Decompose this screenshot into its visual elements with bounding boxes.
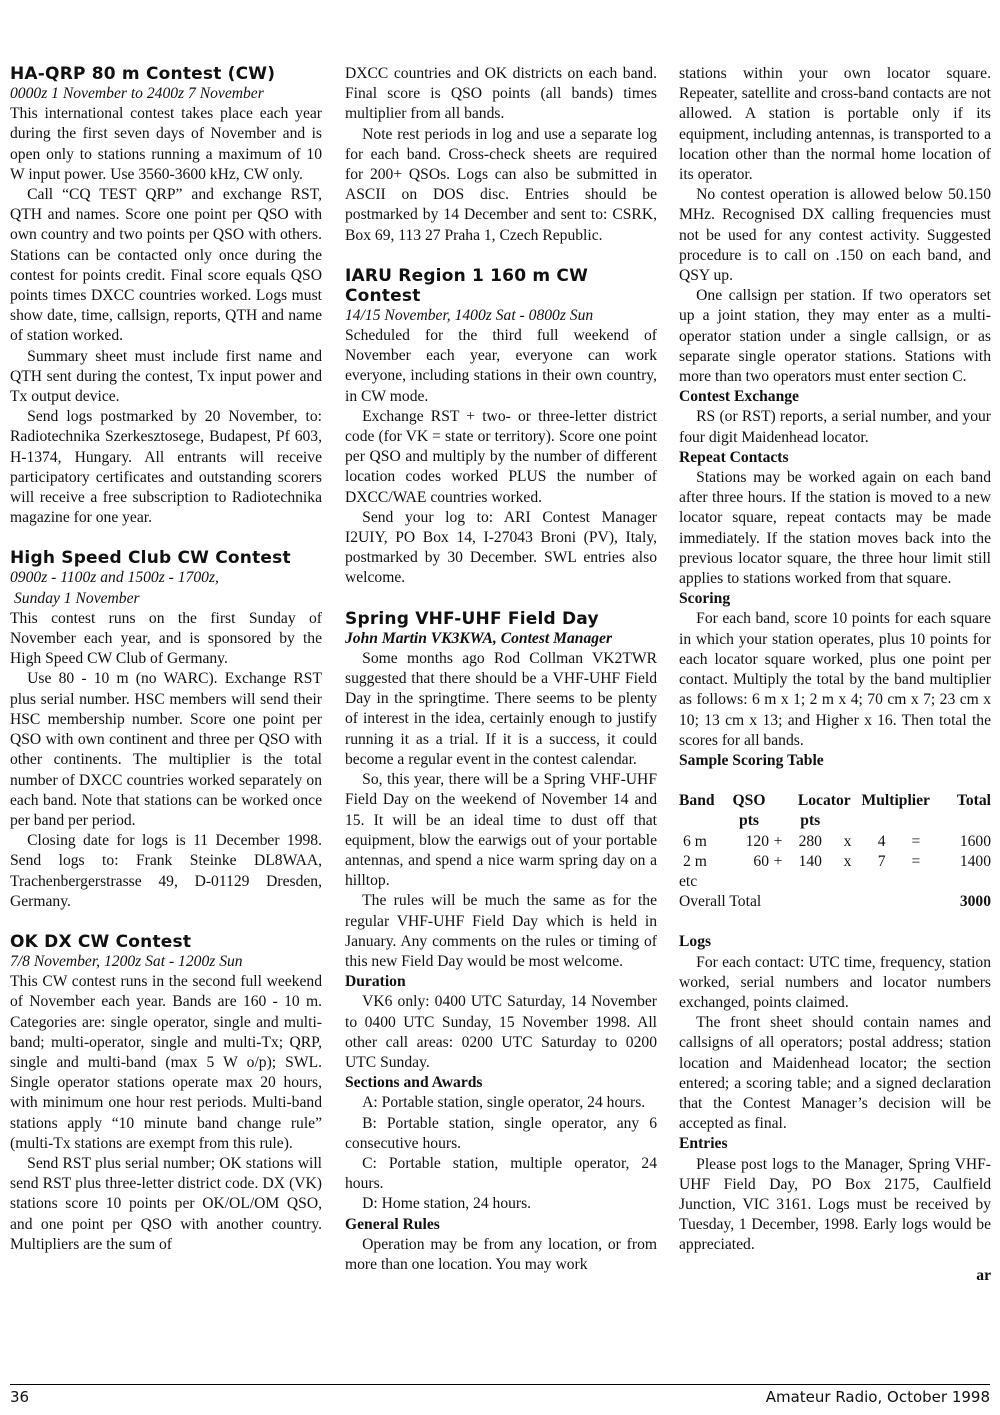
table-row <box>679 852 991 872</box>
table-header-row <box>679 811 991 831</box>
paragraph: Stations may be worked again on each band after three hours. If the station is moved to a new locator square, repeat contacts may be made immediately. If the station moves back into the previous locator square, the three hour limit still applies to stations worked from that square. <box>679 469 991 588</box>
paragraph: Exchange RST + two- or three-letter district code (for VK = state or territory). Score one point per QSO and multiply by the number of different location codes worked PLUS the number of DXCC/WAE countries worked. <box>345 407 657 506</box>
section-title-high-speed-club: High Speed Club CW Contest <box>10 548 291 569</box>
paragraph: Please post logs to the Manager, Spring VHF-UHF Field Day, PO Box 2175, Caulfield Junction, VIC 3161. Logs must be received by Tuesday, 1 December, 1998. Early logs would be appreciated. <box>679 1155 991 1254</box>
subheading-logs: Logs <box>679 933 712 951</box>
cell-locator: 280 <box>798 832 822 850</box>
paragraph: This contest runs on the first Sunday of November each year, and is sponsored by the High Speed CW Club of Germany. <box>10 609 322 668</box>
signoff: ar <box>976 1266 991 1284</box>
section-item: B: Portable station, single operator, any 6 consecutive hours. <box>345 1114 657 1152</box>
subheading-duration: Duration <box>345 973 406 991</box>
paragraph: This international contest takes place each year during the first seven days of November and is open only to stations running a maximum of 10 W input power. Use 3560-3600 kHz, CW only. <box>10 105 322 183</box>
cell-plus: + <box>773 852 783 870</box>
paragraph: stations within your own locator square. Repeater, satellite and cross-band contacts are not allowed. A station is portable only if its equipment, including antennas, is transported to a location other than the normal home location of its operator. <box>679 65 991 184</box>
paragraph: The front sheet should contain names and callsigns of all operators; postal address; station location and Maidenhead locator; the section entered; a scoring table; and a signed declaration that the Contest Manager’s decision will be accepted as final. <box>679 1014 991 1133</box>
paragraph: Send RST plus serial number; OK stations will send RST plus three-letter district code. DX (VK) stations score 10 points per OK/OL/OM QSO, and one point per QSO with another country. Multipliers are the sum of <box>10 1154 322 1253</box>
cell-band: 2 m <box>683 852 707 870</box>
cell-etc: etc <box>679 872 698 890</box>
paragraph: VK6 only: 0400 UTC Saturday, 14 November to 0400 UTC Sunday, 15 November 1998. All other call areas: 0200 UTC Saturday to 0200 UTC Sunday. <box>345 993 657 1071</box>
header-qso: QSO <box>732 792 766 810</box>
paragraph: For each contact: UTC time, frequency, station worked, serial numbers and locator numbers exchanged, points claimed. <box>679 953 991 1011</box>
table-row <box>679 872 991 892</box>
header-multiplier: Multiplier <box>861 792 930 810</box>
section-title-spring-field-day: Spring VHF-UHF Field Day <box>345 608 599 629</box>
table-caption: Sample Scoring Table <box>679 751 824 769</box>
table-row-total <box>679 892 991 912</box>
section-date: 7/8 November, 1200z Sat - 1200z Sun <box>10 952 243 970</box>
cell-total: 1600 <box>959 832 991 850</box>
paragraph: So, this year, there will be a Spring VHF-UHF Field Day on the weekend of November 14 and 15. It will be an ideal time to dust off that equipment, blow the earwigs out of your portable antennas, and spend a nice warm spring day on a hilltop. <box>345 771 657 890</box>
paragraph: Call “CQ TEST QRP” and exchange RST, QTH and names. Score one point per QSO with own country and two points per QSO with others. Stations can be contacted only once during the contest for points credit. Final score equals QSO points times DXCC countries worked. Logs must show date, time, callsign, reports, QTH and name of station worked. <box>10 186 322 345</box>
header-qso-pts: pts <box>739 812 759 830</box>
subheading-repeat-contacts: Repeat Contacts <box>679 448 789 466</box>
subheading-scoring: Scoring <box>679 590 731 608</box>
column-3 <box>679 64 991 1286</box>
section-title-ok-dx: OK DX CW Contest <box>10 931 192 952</box>
table-header-row <box>679 791 991 811</box>
cell-multiplier: 7 <box>877 852 886 870</box>
table-row <box>679 832 991 852</box>
cell-multiplier: 4 <box>877 832 886 850</box>
sample-scoring-table <box>679 791 991 912</box>
header-locator-pts: pts <box>800 812 821 830</box>
column-1 <box>10 64 322 1255</box>
cell-times: x <box>843 832 852 850</box>
publication-footer: Amateur Radio, October 1998 <box>765 1388 990 1406</box>
paragraph: RS (or RST) reports, a serial number, and your four digit Maidenhead locator. <box>679 408 991 446</box>
paragraph: No contest operation is allowed below 50.150 MHz. Recognised DX calling frequencies must not be used for any contest activity. Suggested procedure is to call on .150 on each band, and QSY up. <box>679 186 991 285</box>
paragraph: Closing date for logs is 11 December 1998. Send logs to: Frank Steinke DL8WAA, Trachenbergerstrasse 49, D-01129 Dresden, Germany. <box>10 832 322 910</box>
section-item: A: Portable station, single operator, 24 hours. <box>362 1094 646 1112</box>
byline: John Martin VK3KWA, Contest Manager <box>345 629 613 647</box>
column-2 <box>345 64 657 1275</box>
subheading-sections: Sections and Awards <box>345 1074 483 1092</box>
cell-qso: 120 <box>745 832 769 850</box>
page-number: 36 <box>10 1388 30 1406</box>
paragraph: Some months ago Rod Collman VK2TWR suggested that there should be a VHF-UHF Field Day in the springtime. There seems to be plenty of interest in the idea, certainly enough to justify running it as a trial. If it is a success, it could become a regular event in the contest calendar. <box>345 649 657 768</box>
section-date: 14/15 November, 1400z Sat - 0800z Sun <box>345 306 594 324</box>
paragraph: One callsign per station. If two operators set up a joint station, they may enter as a multi-operator station under a single callsign, or as separate single operator stations. Stations with more than two operators must enter section C. <box>679 287 991 386</box>
header-total: Total <box>956 792 991 810</box>
section-date: 0000z 1 November to 2400z 7 November <box>10 85 264 102</box>
overall-total-value: 3000 <box>959 893 991 911</box>
cell-plus: + <box>773 832 783 850</box>
section-title-iaru-160m: IARU Region 1 160 m CW Contest <box>345 265 589 306</box>
cell-total: 1400 <box>959 852 991 870</box>
subheading-contest-exchange: Contest Exchange <box>679 388 799 406</box>
cell-qso: 60 <box>753 852 769 870</box>
paragraph: This CW contest runs in the second full weekend of November each year. Bands are 160 - 10 m. Categories are: single operator, single and multi-band; multi-operator, single and multi-Tx; QRP, single and multi-band (max 5 W o/p); SWL. Single operator stations operate max 20 hours, with minimum one hour rest periods. Multi-band stations apply “10 minute band change rule” (multi-Tx stations are exempt from this rule). <box>10 973 322 1152</box>
paragraph: For each band, score 10 points for each square in which your station operates, plus 10 points for each locator square worked, plus one point per contact. Multiply the total by the band multiplier as follows: 6 m x 1; 2 m x 4; 70 cm x 7; 23 cm x 10; 13 cm x 13; and Higher x 16. Then total the scores for all bands. <box>679 610 991 749</box>
paragraph: The rules will be much the same as for the regular VHF-UHF Field Day which is held in January. Any comments on the rules or timing of this new Field Day would be most welcome. <box>345 892 657 970</box>
cell-times: x <box>843 852 852 870</box>
overall-total-label: Overall Total <box>679 893 762 911</box>
cell-equals: = <box>911 852 921 870</box>
section-date: Sunday 1 November <box>14 589 140 607</box>
paragraph: Send logs postmarked by 20 November, to: Radiotechnika Szerkesztosege, Budapest, Pf 603, H-1374, Hungary. All entrants will receive participatory certificates and outstanding scorers will receive a free subscription to Radiotechnika magazine for one year. <box>10 408 322 527</box>
section-title-ha-qrp: HA-QRP 80 m Contest (CW) <box>10 64 276 84</box>
subheading-entries: Entries <box>679 1135 728 1153</box>
paragraph: Scheduled for the third full weekend of November each year, everyone can work everyone, including stations in their own country, in CW mode. <box>345 327 657 405</box>
paragraph: DXCC countries and OK districts on each band. Final score is QSO points (all bands) times multiplier from all bands. <box>345 65 657 123</box>
paragraph: Note rest periods in log and use a separate log for each band. Cross-check sheets are required for 200+ QSOs. Logs can also be submitted in ASCII on DOS disc. Entries should be postmarked by 14 December and sent to: CSRK, Box 69, 113 27 Praha 1, Czech Republic. <box>345 125 657 244</box>
paragraph: Operation may be from any location, or from more than one location. You may work <box>345 1235 657 1273</box>
section-date: 0900z - 1100z and 1500z - 1700z, <box>10 569 219 587</box>
footer-rule <box>10 1384 990 1385</box>
header-band: Band <box>679 792 715 810</box>
cell-locator: 140 <box>798 852 822 870</box>
cell-band: 6 m <box>683 832 707 850</box>
paragraph: Summary sheet must include first name and QTH sent during the contest, Tx input power and Tx output device. <box>10 347 322 406</box>
section-item: C: Portable station, multiple operator, 24 hours. <box>345 1154 657 1193</box>
cell-equals: = <box>911 832 921 850</box>
paragraph: Use 80 - 10 m (no WARC). Exchange RST plus serial number. HSC members will send their HSC membership number. Score one point per QSO with own continent and three per QSO with other continents. The multiplier is the total number of DXCC countries worked separately on each band. Note that stations can be worked once per band per period. <box>10 670 322 829</box>
header-locator: Locator <box>797 792 851 810</box>
paragraph: Send your log to: ARI Contest Manager I2UIY, PO Box 14, I-27043 Broni (PV), Italy, postmarked by 30 December. SWL entries also welcome. <box>345 508 657 587</box>
section-item: D: Home station, 24 hours. <box>362 1195 532 1213</box>
subheading-general-rules: General Rules <box>345 1215 440 1233</box>
